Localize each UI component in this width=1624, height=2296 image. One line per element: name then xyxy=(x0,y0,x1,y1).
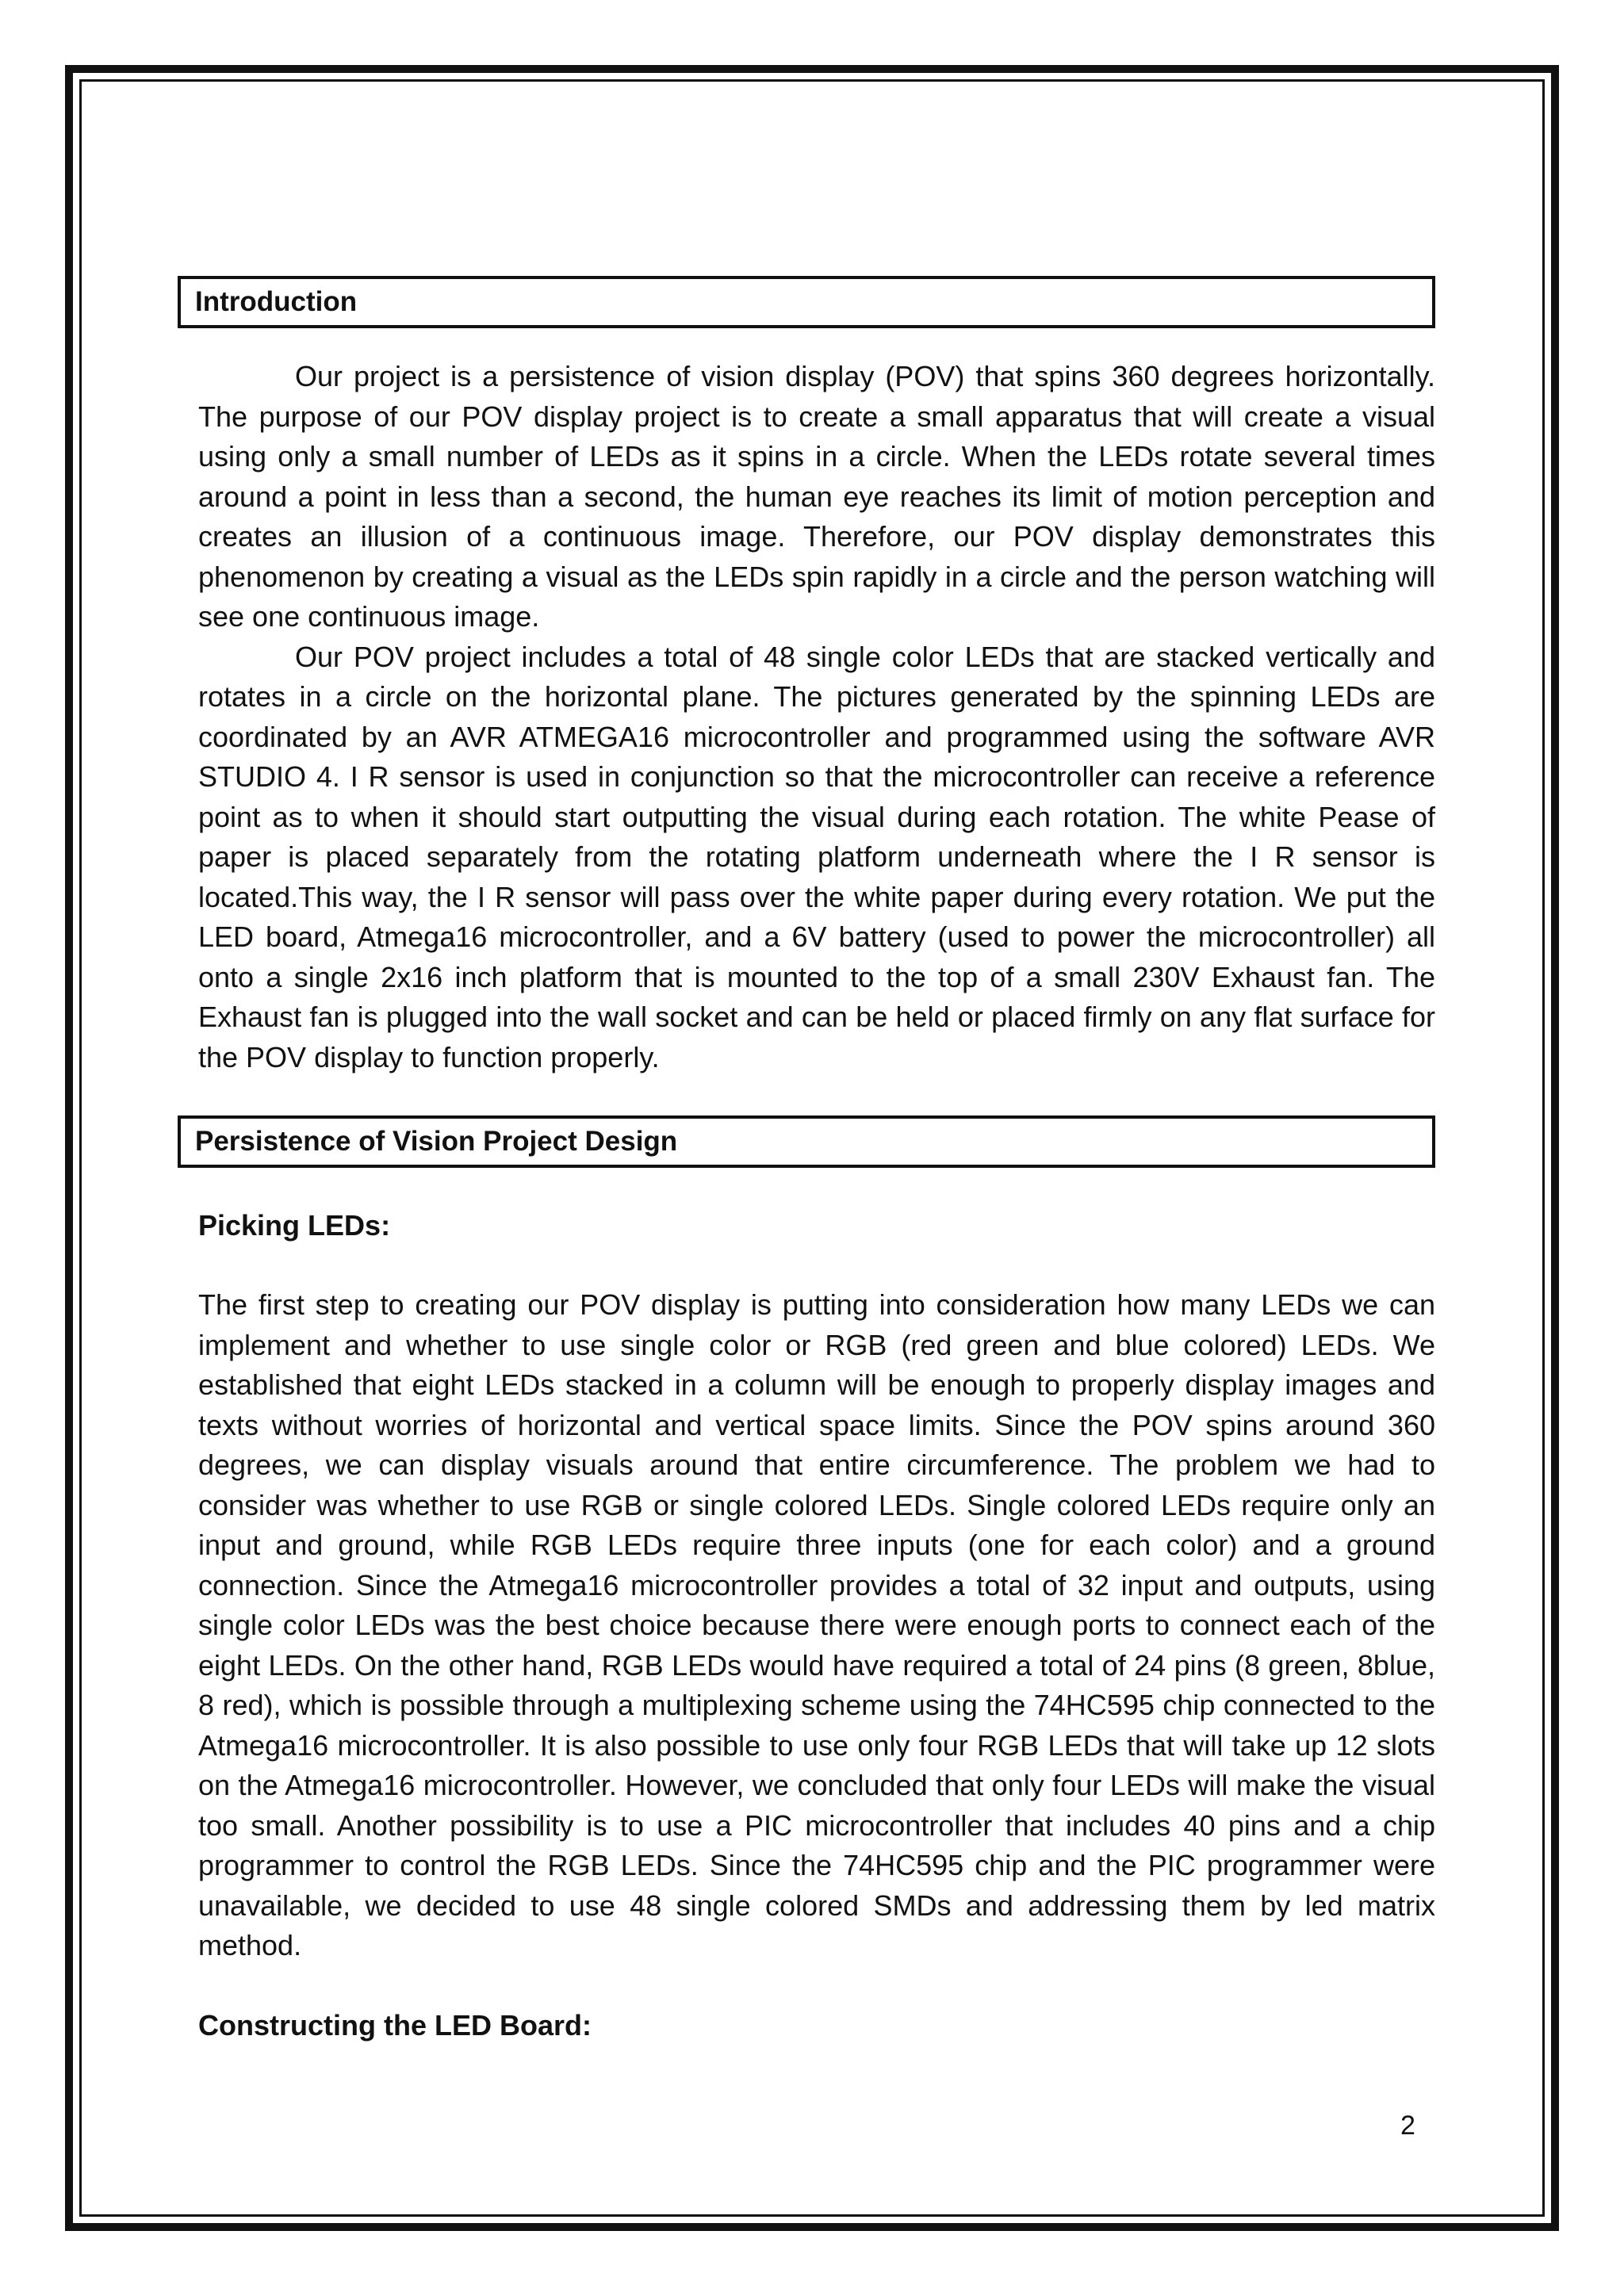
section-header-introduction: Introduction xyxy=(178,276,1435,328)
subheading-constructing-led-board: Constructing the LED Board: xyxy=(198,2008,592,2042)
section-header-design: Persistence of Vision Project Design xyxy=(178,1115,1435,1168)
intro-paragraph-1: Our project is a persistence of vision display (POV) that spins 360 degrees horizontally. The purpose of our POV display project is to create a small apparatus that will create a visual using only a small number of LEDs as it spins in a circle. When the LEDs rotate several times around a point in less than a second, the human eye reaches its limit of motion perception and creates an illusion of a continuous image. Therefore, our POV display demonstrates this phenomenon by creating a visual as the LEDs spin rapidly in a circle and the person watching will see one continuous image. xyxy=(198,360,1435,633)
page-number: 2 xyxy=(1400,2110,1415,2141)
picking-leds-paragraph: The first step to creating our POV display is putting into consideration how many LEDs we can implement and whether to use single color or RGB (red green and blue colored) LEDs. We established that eight LEDs stacked in a column will be enough to properly display images and texts without worries of horizontal and vertical space limits. Since the POV spins around 360 degrees, we can display visuals around that entire circumference. The problem we had to consider was whether to use RGB or single colored LEDs. Single colored LEDs require only an input and ground, while RGB LEDs require three inputs (one for each color) and a ground connection. Since the Atmega16 microcontroller provides a total of 32 input and outputs, using single color LEDs was the best choice because there were enough ports to connect each of the eight LEDs. On the other hand, RGB LEDs would have required a total of 24 pins (8 green, 8blue, 8 red), which is possible through a multiplexing scheme using the 74HC595 chip connected to the Atmega16 microcontroller. It is also possible to use only four RGB LEDs that will take up 12 slots on the Atmega16 microcontroller. However, we concluded that only four LEDs will make the visual too small. Another possibility is to use a PIC microcontroller that includes 40 pins and a chip programmer to control the RGB LEDs. Since the 74HC595 chip and the PIC programmer were unavailable, we decided to use 48 single colored SMDs and addressing them by led matrix method. xyxy=(198,1288,1435,1961)
page-content xyxy=(195,276,1435,2045)
subheading-picking-leds: Picking LEDs: xyxy=(198,1209,391,1242)
intro-paragraph-2: Our POV project includes a total of 48 single color LEDs that are stacked vertically and rotates in a circle on the horizontal plane. The pictures generated by the spinning LEDs are coordinated by an AVR ATMEGA16 microcontroller and programmed using the software AVR STUDIO 4. I R sensor is used in conjunction so that the microcontroller can receive a reference point as to when it should start outputting the visual during each rotation. The white Pease of paper is placed separately from the rotating platform underneath where the I R sensor is located.This way, the I R sensor will pass over the white paper during every rotation. We put the LED board, Atmega16 microcontroller, and a 6V battery (used to power the microcontroller) all onto a single 2x16 inch platform that is mounted to the top of a small 230V Exhaust fan. The Exhaust fan is plugged into the wall socket and can be held or placed firmly on any flat surface for the POV display to function properly. xyxy=(198,640,1435,1073)
